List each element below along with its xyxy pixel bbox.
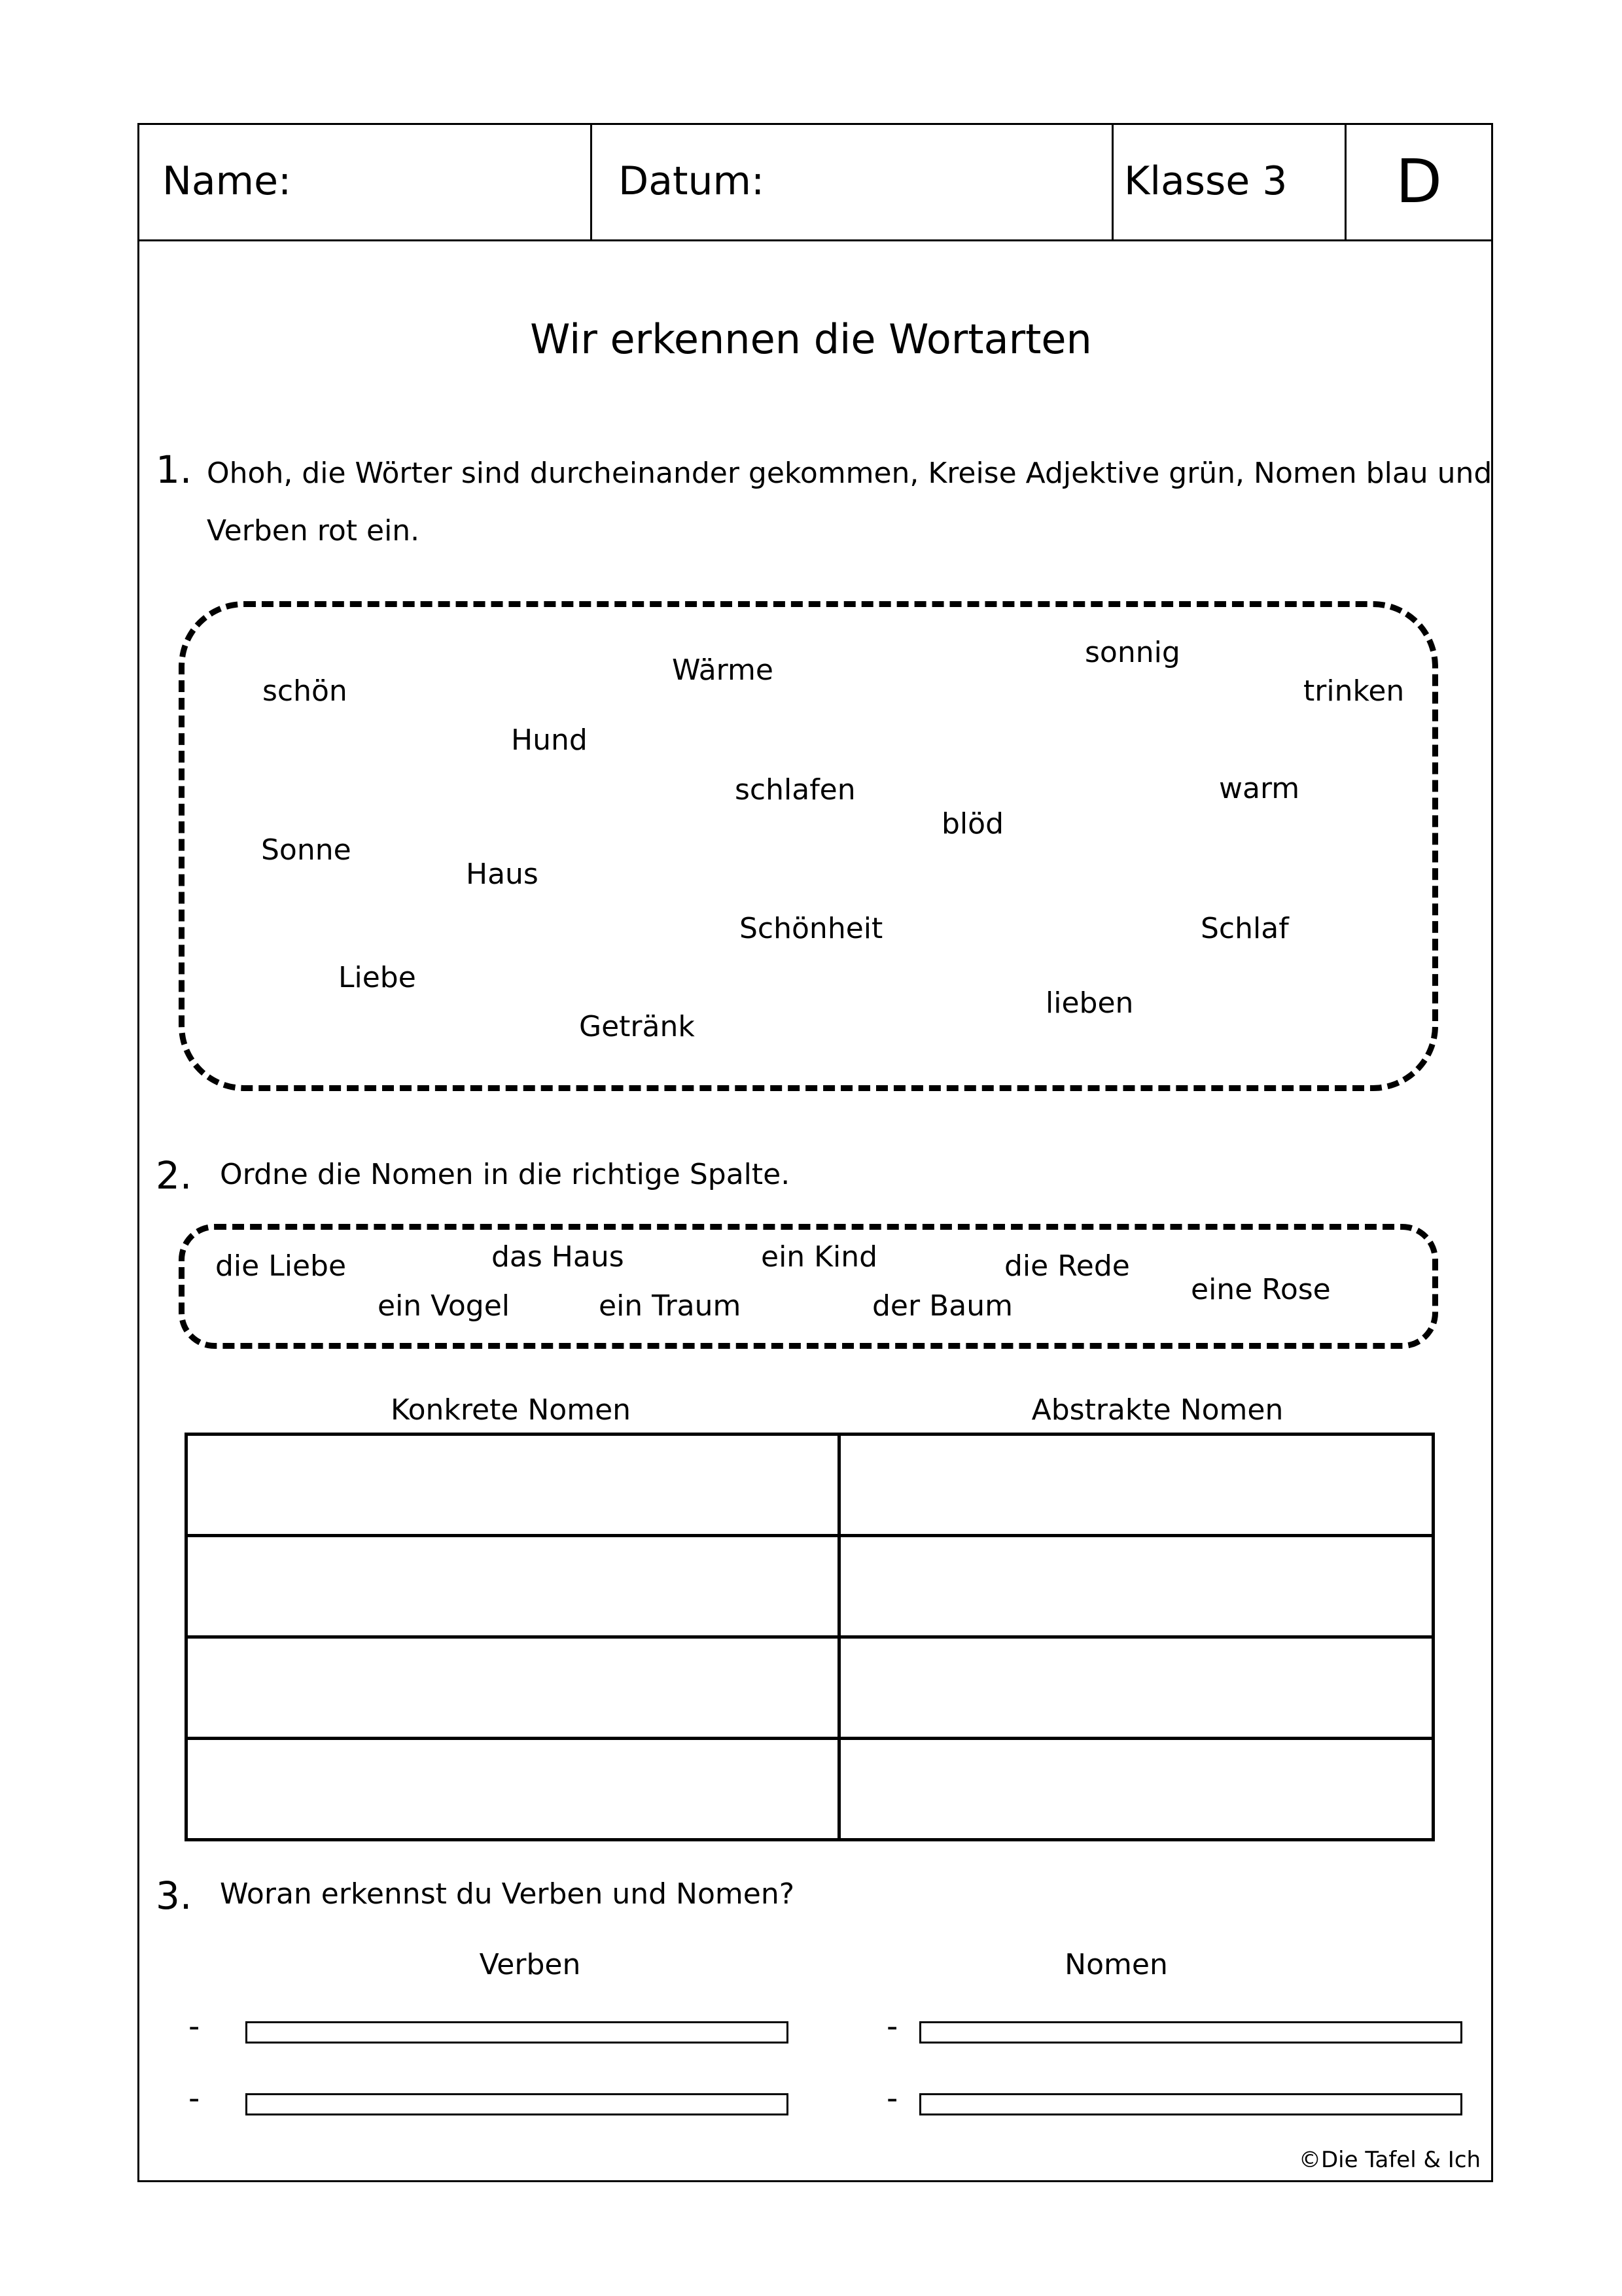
- table-row: [186, 1739, 1434, 1840]
- task1-number: 1.: [156, 447, 192, 492]
- task1-instruction-line1: Ohoh, die Wörter sind durcheinander gekommen, Kreise Adjektive grün, Nomen blau und: [207, 457, 1492, 490]
- task2-number: 2.: [156, 1153, 192, 1198]
- noun-item[interactable]: ein Kind: [761, 1240, 878, 1274]
- level-label: D: [1396, 146, 1442, 217]
- table-cell-concrete[interactable]: [186, 1739, 839, 1840]
- table-row: [186, 1435, 1434, 1536]
- word-item[interactable]: Liebe: [338, 961, 416, 994]
- task3-question: Woran erkennst du Verben und Nomen?: [220, 1877, 795, 1911]
- word-item[interactable]: schön: [262, 674, 347, 708]
- dash-marker: -: [887, 2080, 898, 2117]
- noun-item[interactable]: die Liebe: [215, 1249, 347, 1283]
- verb-answer-line[interactable]: [245, 2093, 788, 2115]
- dash-marker: -: [188, 2008, 200, 2045]
- word-item[interactable]: Sonne: [261, 833, 351, 867]
- noun-sort-table: [185, 1433, 1435, 1841]
- word-item[interactable]: blöd: [942, 807, 1004, 841]
- table-cell-abstract[interactable]: [839, 1637, 1434, 1739]
- task2-instruction: Ordne die Nomen in die richtige Spalte.: [220, 1158, 790, 1191]
- header-divider: [590, 123, 592, 239]
- name-field[interactable]: [162, 123, 588, 239]
- column-header-abstract: Abstrakte Nomen: [1031, 1393, 1284, 1427]
- noun-answer-line[interactable]: [919, 2093, 1462, 2115]
- table-cell-abstract[interactable]: [839, 1739, 1434, 1840]
- word-item[interactable]: lieben: [1046, 986, 1134, 1020]
- copyright-credit: ©Die Tafel & Ich: [1299, 2147, 1481, 2173]
- verb-answer-line[interactable]: [245, 2021, 788, 2044]
- word-item[interactable]: trinken: [1303, 674, 1405, 708]
- word-cloud-box: [179, 601, 1438, 1091]
- page-title: Wir erkennen die Wortarten: [530, 315, 1092, 363]
- noun-item[interactable]: der Baum: [872, 1289, 1013, 1323]
- word-item[interactable]: Getränk: [579, 1010, 695, 1043]
- table-cell-concrete[interactable]: [186, 1637, 839, 1739]
- word-item[interactable]: Schönheit: [739, 912, 883, 945]
- header-divider: [1112, 123, 1114, 239]
- column-header-verbs: Verben: [479, 1948, 581, 1981]
- noun-item[interactable]: ein Vogel: [378, 1289, 510, 1323]
- word-item[interactable]: Hund: [511, 723, 588, 757]
- date-label: Datum:: [618, 158, 765, 204]
- table-row: [186, 1637, 1434, 1739]
- table-cell-abstract[interactable]: [839, 1435, 1434, 1536]
- noun-answer-line[interactable]: [919, 2021, 1462, 2044]
- noun-item[interactable]: das Haus: [491, 1240, 624, 1274]
- word-item[interactable]: warm: [1219, 772, 1300, 805]
- word-item[interactable]: Haus: [466, 858, 538, 891]
- word-item[interactable]: Wärme: [672, 653, 773, 687]
- dash-marker: -: [188, 2080, 200, 2117]
- header-row: [137, 123, 1493, 241]
- level-cell: [1347, 123, 1491, 239]
- dash-marker: -: [887, 2008, 898, 2045]
- noun-item[interactable]: ein Traum: [599, 1289, 741, 1323]
- column-header-nouns: Nomen: [1065, 1948, 1168, 1981]
- word-item[interactable]: Schlaf: [1201, 912, 1289, 945]
- table-row: [186, 1536, 1434, 1637]
- table-cell-concrete[interactable]: [186, 1435, 839, 1536]
- class-cell: [1124, 123, 1340, 239]
- noun-item[interactable]: die Rede: [1004, 1249, 1130, 1283]
- word-item[interactable]: sonnig: [1085, 636, 1180, 669]
- column-header-concrete: Konkrete Nomen: [390, 1393, 631, 1427]
- name-label: Name:: [162, 158, 292, 204]
- task3-number: 3.: [156, 1873, 192, 1918]
- class-label: Klasse 3: [1124, 158, 1288, 204]
- date-field[interactable]: [618, 123, 1109, 239]
- table-cell-concrete[interactable]: [186, 1536, 839, 1637]
- task1-instruction-line2: Verben rot ein.: [207, 514, 420, 548]
- noun-item[interactable]: eine Rose: [1191, 1273, 1331, 1306]
- table-cell-abstract[interactable]: [839, 1536, 1434, 1637]
- word-item[interactable]: schlafen: [735, 773, 856, 807]
